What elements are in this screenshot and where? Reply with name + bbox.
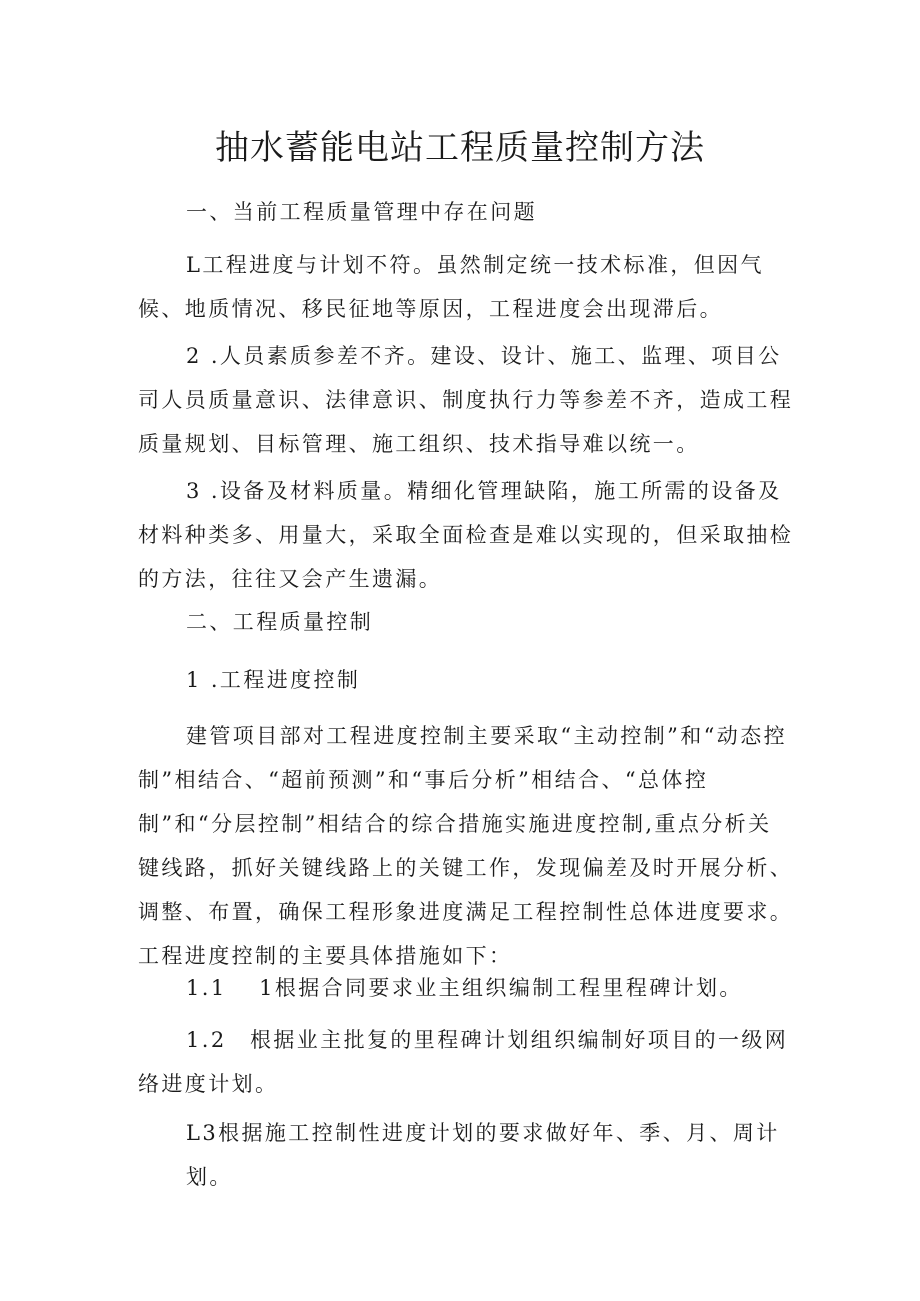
section-heading-2: 二、工程质量控制 xyxy=(186,610,374,634)
paragraph-progress-mismatch: L工程进度与计划不符。虽然制定统一技术标准，但因气候、地质情况、移民征地等原因，工程进度会出现滞后。 xyxy=(138,253,764,321)
subsection-heading-progress-control: 1 .工程进度控制 xyxy=(186,668,361,692)
document-title: 抽水蓄能电站工程质量控制方法 xyxy=(215,128,705,168)
paragraph-progress-control-measures: 建管项目部对工程进度控制主要采取“主动控制”和“动态控制”相结合、“超前预测”和“事后分析”相结合、“总体控制”和“分层控制”相结合的综合措施实施进度控制,重点分析关键线路，抓好关键线路上的关键工作，发现偏差及时开展分析、调整、布置，确保工程形象进度满足工程控制性总体进度要求。工程进度控制的主要具体措施如下： xyxy=(138,724,794,968)
paragraph-personnel-quality: 2 .人员素质参差不齐。建设、设计、施工、监理、项目公司人员质量意识、法律意识、制度执行力等参差不齐，造成工程质量规划、目标管理、施工组织、技术指导难以统一。 xyxy=(138,344,794,456)
list-item-1-3: L3根据施工控制性进度计划的要求做好年、季、月、周计划。 xyxy=(186,1121,780,1189)
paragraph-equipment-materials: 3 .设备及材料质量。精细化管理缺陷，施工所需的设备及材料种类多、用量大，采取全面检查是难以实现的，但采取抽检的方法，往往又会产生遗漏。 xyxy=(138,479,794,591)
list-item-1-2: 1.2 根据业主批复的里程碑计划组织编制好项目的一级网络进度计划。 xyxy=(138,1028,789,1096)
section-heading-1: 一、当前工程质量管理中存在问题 xyxy=(186,200,537,224)
list-item-1-1: 1.1 1根据合同要求业主组织编制工程里程碑计划。 xyxy=(186,976,743,1000)
